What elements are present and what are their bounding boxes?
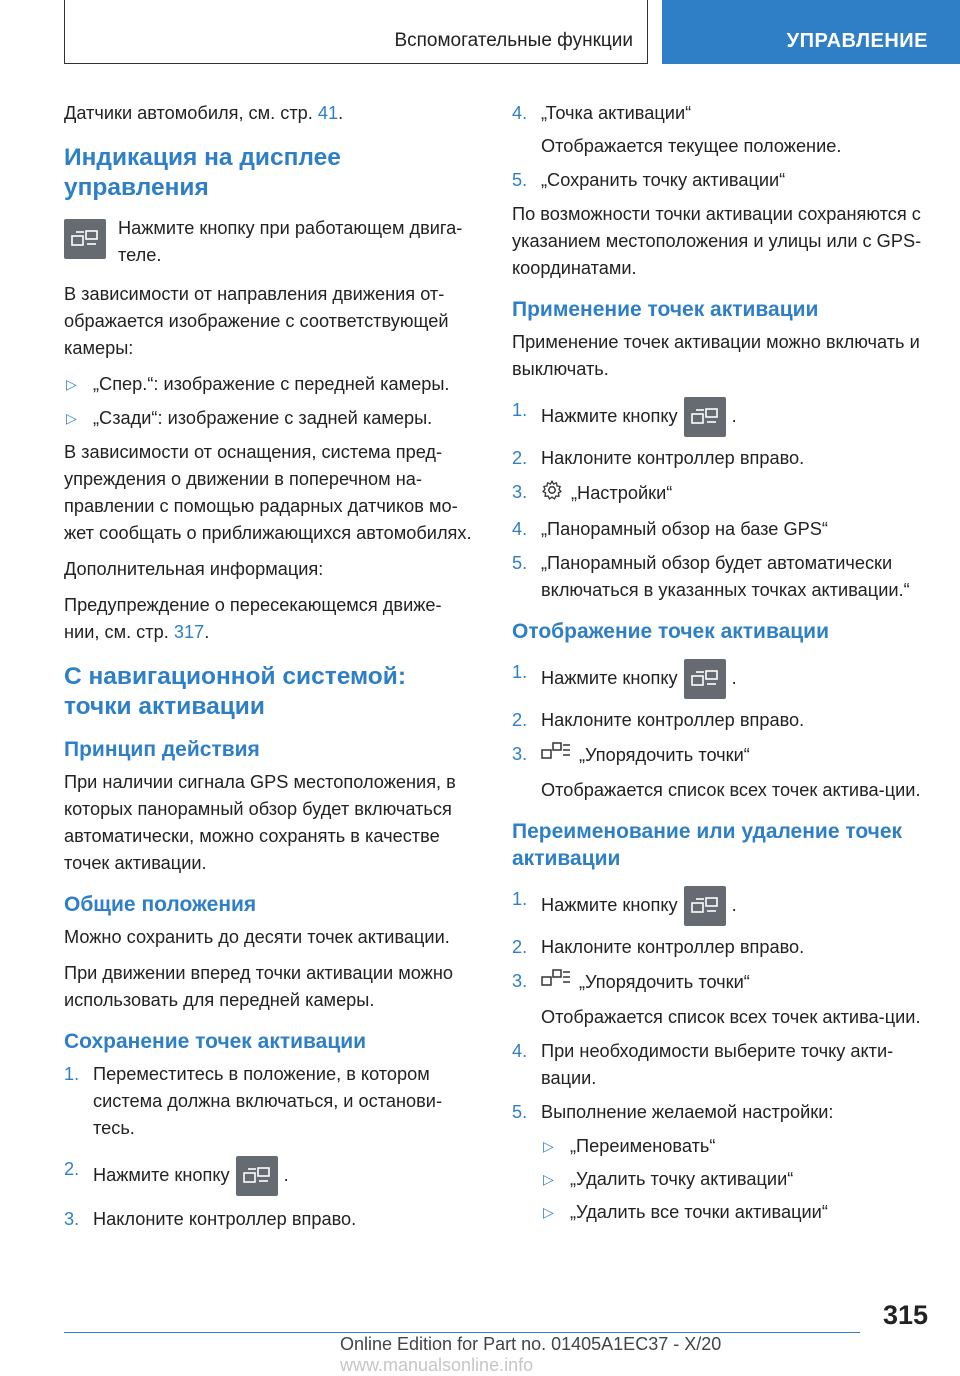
- list-item: ▷ „Удалить точку активации“: [512, 1166, 932, 1193]
- gear-icon: [541, 479, 563, 509]
- list-item: ▷ „Спер.“: изображение с передней камеры.: [64, 371, 476, 398]
- camera-button-icon: [236, 1156, 278, 1196]
- triangle-bullet-icon: ▷: [543, 1171, 554, 1187]
- watermark: www.manualsonline.info: [340, 1355, 534, 1375]
- header-chapter: [662, 0, 960, 64]
- camera-button-icon: [64, 219, 106, 259]
- heading-navigation: С навигационной системой: точки активации: [64, 663, 406, 720]
- list-item: ▷ „Удалить все точки активации“: [512, 1199, 932, 1226]
- header-section-title: Вспомогательные функции: [394, 30, 633, 51]
- list-item: 3. Наклоните контроллер вправо.: [64, 1209, 357, 1229]
- list-item: 5. „Сохранить точку активации“: [512, 170, 786, 190]
- list-item: 4. При необходимости выберите точку акти-вации.: [512, 1041, 894, 1088]
- footer-divider: [64, 1332, 860, 1333]
- list-item: 2. Наклоните контроллер вправо.: [512, 710, 805, 730]
- list-item: 1. Нажмите кнопку .: [512, 397, 932, 437]
- list-item: ▷ „Переименовать“: [512, 1133, 932, 1160]
- list-item: 3. „Упорядочить точки“ Отображается список всех точек актива-ции.: [512, 741, 932, 804]
- heading-save: Сохранение точек активации: [64, 1030, 367, 1053]
- header-section: [64, 0, 648, 64]
- general-paragraph-2: При движении вперед точки активации можно использовать для передней камеры.: [64, 963, 454, 1010]
- camera-button-icon: [684, 659, 726, 699]
- heading-show: Отображение точек активации: [512, 620, 829, 643]
- heading-general: Общие положения: [64, 893, 257, 916]
- list-item: 3. „Настройки“: [512, 479, 932, 509]
- warning-paragraph: Предупреждение о пересекающемся движе-нии, см. стр. 317.: [64, 595, 442, 642]
- page-number: 315: [882, 1300, 928, 1330]
- camera-button-icon: [684, 886, 726, 926]
- heading-apply: Применение точек активации: [512, 298, 819, 321]
- heading-rename: Переименование или удаление точек активации: [512, 820, 903, 870]
- direction-paragraph: В зависимости от направления движения от-ображается изображение с соответствующей камеры:: [64, 284, 449, 358]
- principle-paragraph: При наличии сигнала GPS местоположения, в которых панорамный обзор будет включаться автоматически, можно сохранять в качестве точек активации.: [64, 772, 456, 873]
- list-item: 3. „Упорядочить точки“ Отображается список всех точек актива-ции.: [512, 968, 932, 1031]
- list-item: 5. „Панорамный обзор будет автоматически включаться в указанных точках активации.“: [512, 553, 910, 600]
- heading-principle: Принцип действия: [64, 738, 260, 761]
- camera-button-note-text: Нажмите кнопку при работающем двига-теле.: [118, 218, 463, 265]
- list-item: 2. Наклоните контроллер вправо.: [512, 937, 805, 957]
- triangle-bullet-icon: ▷: [543, 1204, 554, 1220]
- camera-list-icon: [541, 741, 571, 771]
- triangle-bullet-icon: ▷: [66, 376, 77, 392]
- list-item: 2. Нажмите кнопку .: [64, 1156, 476, 1196]
- page-link-41[interactable]: 41: [317, 103, 339, 123]
- list-item: ▷ „Сзади“: изображение с задней камеры.: [64, 405, 476, 432]
- saved-paragraph: По возможности точки активации сохраняются с указанием местоположения и улицы или с GPS-координатами.: [512, 204, 922, 278]
- apply-paragraph: Применение точек активации можно включать и выключать.: [512, 332, 920, 379]
- camera-button-icon: [684, 397, 726, 437]
- left-column: [64, 100, 476, 1240]
- list-item: 1. Нажмите кнопку .: [512, 886, 932, 926]
- more-info-paragraph: Дополнительная информация:: [64, 559, 324, 579]
- camera-list-icon: [541, 968, 571, 998]
- general-paragraph-1: Можно сохранить до десяти точек активации.: [64, 927, 450, 947]
- footer-edition: Online Edition for Part no. 01405A1EC37 - X/20 www.manualsonline.info: [340, 1334, 722, 1375]
- header-chapter-title: УПРАВЛЕНИЕ: [786, 30, 928, 52]
- camera-button-note: [64, 215, 476, 269]
- list-item: 2. Наклоните контроллер вправо.: [512, 448, 805, 468]
- list-item: 5. Выполнение желаемой настройки:: [512, 1102, 834, 1122]
- list-item: 1. Переместитесь в положение, в котором система должна включаться, и останови-тесь.: [64, 1064, 442, 1138]
- list-item: 1. Нажмите кнопку .: [512, 659, 932, 699]
- heading-display: Индикация на дисплее управления: [64, 144, 341, 201]
- list-item: 4. „Панорамный обзор на базе GPS“: [512, 519, 828, 539]
- list-item: 4. „Точка активации“ Отображается текущее положение.: [512, 103, 842, 156]
- triangle-bullet-icon: ▷: [543, 1138, 554, 1154]
- page-link-317[interactable]: 317: [173, 622, 205, 642]
- equipment-paragraph: В зависимости от оснащения, система пред-упреждения о движении в поперечном на-правлении с помощью радарных датчиков мо-жет сообщать о приближающихся автомобилях.: [64, 442, 472, 543]
- triangle-bullet-icon: ▷: [66, 410, 77, 426]
- right-column: [512, 100, 932, 1232]
- intro-paragraph: Датчики автомобиля, см. стр. 41.: [64, 103, 344, 123]
